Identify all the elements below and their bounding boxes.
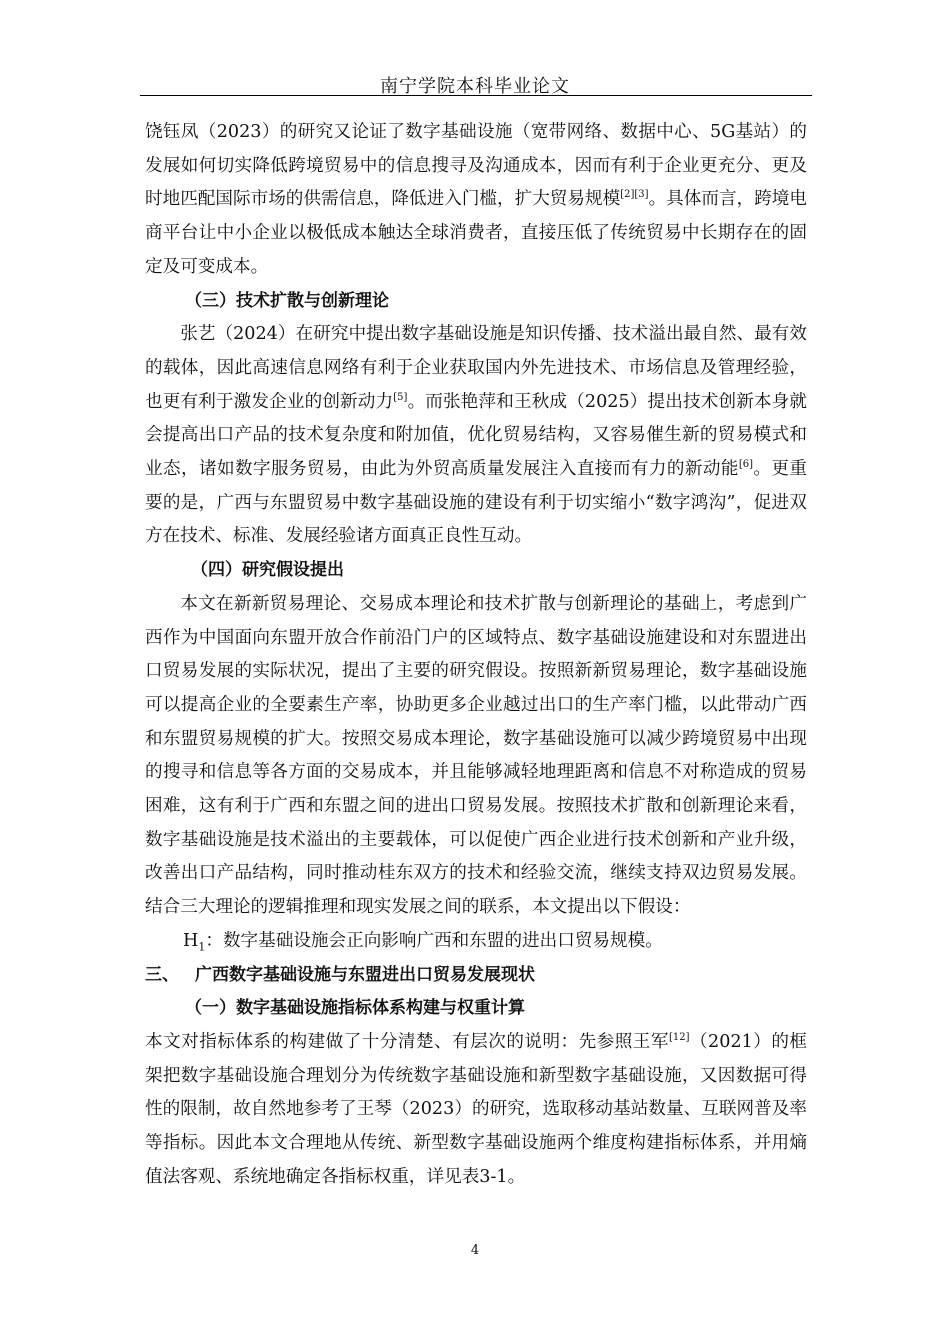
- citation: [12]: [668, 1032, 690, 1044]
- hypothesis-text: ：数字基础设施会正向影响广西和东盟的进出口贸易规模。: [205, 930, 663, 951]
- subheading-index-system: （一）数字基础设施指标体系构建与权重计算: [185, 998, 525, 1019]
- hypothesis-letter: H: [183, 930, 199, 951]
- header-rule: [140, 95, 812, 96]
- subheading-hypothesis: （四）研究假设提出: [191, 560, 344, 581]
- hypothesis-subscript: 1: [198, 940, 206, 954]
- hypothesis-h1: [145, 925, 807, 959]
- paragraph-text: 本文对指标体系的构建做了十分清楚、有层次的说明：先参照王军: [145, 1031, 669, 1052]
- paragraph-text: 。而张艳萍和王秋成（2025）提出技术创新本身就会提高出口产品的技术复杂度和附加值，优化贸易结构，又容易催生新的贸易模式和业态，诸如数字服务贸易，由此为外贸高质量发展注入直接而有力的新动能: [145, 391, 807, 480]
- running-header: 南宁学院本科毕业论文: [380, 76, 570, 97]
- paragraph-trade-cost: [145, 116, 807, 285]
- section-heading: [145, 959, 807, 993]
- paragraph-text: 饶钰凤（2023）的研究又论证了数字基础设施（宽带网络、数据中心、5G基站）的发展如何切实降低跨境贸易中的信息搜寻及沟通成本，因而有利于企业更充分、更及时地匹配国际市场的供需信息，降低进入门槛，扩大贸易规模: [145, 122, 807, 210]
- document-body: [145, 116, 807, 1195]
- citation: [3]: [634, 189, 649, 201]
- section-number: 三、: [145, 964, 179, 985]
- subheading-tech-diffusion: （三）技术扩散与创新理论: [185, 290, 389, 311]
- paragraph-text: （2021）的框架把数字基础设施合理划分为传统数字基础设施和新型数字基础设施，又因数据可得性的限制，故自然地参考了王琴（2023）的研究，选取移动基站数量、互联网普及率等指标。因此本文合理地从传统、新型数字基础设施两个维度构建指标体系，并用熵值法客观、系统地确定各指标权重，详见表3-1。: [145, 1031, 807, 1187]
- paragraph-text: 。更重要的是，广西与东盟贸易中数字基础设施的建设有利于切实缩小“数字鸿沟”，促进双方在技术、标准、发展经验诸方面真正良性互动。: [145, 459, 807, 547]
- paragraph-hypothesis: 本文在新新贸易理论、交易成本理论和技术扩散与创新理论的基础上，考虑到广西作为中国面向东盟开放合作前沿门户的区域特点、数字基础设施建设和对东盟进出口贸易发展的实际状况，提出了主要的研究假设。按照新新贸易理论，数字基础设施可以提高企业的全要素生产率，协助更多企业越过出口的生产率门槛，以此带动广西和东盟贸易规模的扩大。按照交易成本理论，数字基础设施可以减少跨境贸易中出现的搜寻和信息等各方面的交易成本，并且能够减轻地理距离和信息不对称造成的贸易困难，这有利于广西和东盟之间的进出口贸易发展。按照技术扩散和创新理论来看，数字基础设施是技术溢出的主要载体，可以促使广西企业进行技术创新和产业升级，改善出口产品结构，同时推动桂东双方的技术和经验交流，继续支持双边贸易发展。结合三大理论的逻辑推理和现实发展之间的联系，本文提出以下假设：: [145, 593, 807, 918]
- citation: [5]: [393, 391, 408, 403]
- paragraph-index-system: [145, 1026, 807, 1195]
- paragraph-text: 。具体而言，跨境电商平台让中小企业以极低成本触达全球消费者，直接压低了传统贸易中长期存在的固定及可变成本。: [145, 189, 807, 277]
- citation: [2]: [620, 189, 635, 201]
- page-number: 4: [470, 1243, 480, 1258]
- paragraph-tech-diffusion: [145, 318, 807, 554]
- paragraph-text: 张艺（2024）在研究中提出数字基础设施是知识传播、技术溢出最自然、最有效的载体，因此高速信息网络有利于企业获取国内外先进技术、市场信息及管理经验，也更有利于激发企业的创新动力: [145, 324, 807, 412]
- citation: [6]: [738, 459, 753, 471]
- section-title: 广西数字基础设施与东盟进出口贸易发展现状: [195, 964, 535, 985]
